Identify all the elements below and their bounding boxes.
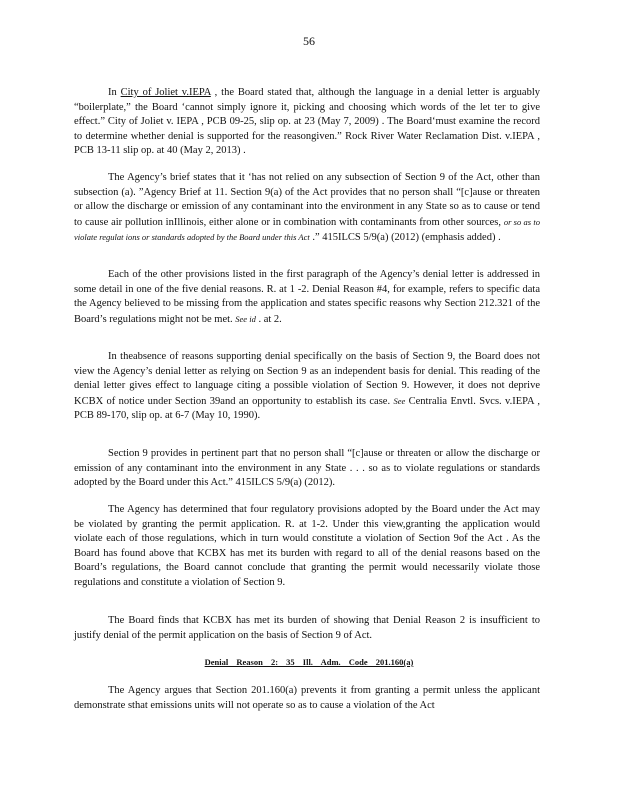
paragraph-text-segment: In (108, 87, 121, 98)
section-heading-text: Denial Reason 2: 35 Ill. Adm. Code 201.160(a) (204, 657, 414, 667)
paragraph-4 (74, 350, 540, 424)
section-heading (0, 657, 618, 667)
paragraph-text-segment: , the Board stated that, although the language in a denial letter is arguably “boilerplate,” the Board ‘cannot simply ignore it, picking and choosing which words of the let ter to give effect.” City of Joliet v. IEPA , PCB 09-25, slip op. at 23 (May 7, 2009) . The Board‘must examine the record to determine whether denial is supported for the reasongiven.” Rock River Water Reclamation Dist. v.IEPA , PCB 13-11 slip op. at 40 (May 2, 2013) . (74, 87, 540, 157)
paragraph-text-segment: See (393, 395, 406, 406)
paragraph-5 (74, 447, 540, 491)
paragraph-1 (74, 86, 540, 159)
paragraph-text-segment: Section 9 provides in pertinent part that no person shall “[c]ause or threaten or allow the discharge or emission of any contaminant into the environment in any State . . . so as to violate regulations or standards adopted by the Board under this Act.” 415ILCS 5/9(a) (2012). (74, 448, 540, 489)
paragraph-3 (74, 268, 540, 327)
paragraph-text-segment: City of Joliet v.IEPA (120, 87, 211, 98)
paragraph-8 (74, 684, 540, 713)
paragraph-text-segment: Each of the other provisions listed in the first paragraph of the Agency’s denial letter is addressed in some detail in one of the five denial reasons. R. at 1 -2. Denial Reason #4, for example, refers to specific data the Agency believed to be missing from the application and states specific reasons why Section 212.321 of the Board’s regulations might not be met. (74, 269, 540, 325)
paragraph-text-segment: The Agency argues that Section 201.160(a) prevents it from granting a permit unless the applicant demonstrate sthat emissions units will not operate so as to cause a violation of the Act (74, 685, 540, 711)
paragraph-7 (74, 614, 540, 643)
paragraph-text-segment: Centralia Envtl. Svcs. v.IEPA , PCB 89-170, slip op. at 6-7 (May 10, 1990). (74, 395, 540, 422)
paragraph-text-segment: . at 2. (255, 313, 282, 325)
page-number: 56 (303, 34, 315, 48)
paragraph-text-segment: See id (235, 313, 256, 324)
paragraph-text-segment: The Agency’s brief states that it ‘has not relied on any subsection of Section 9 of the Act, other than subsection (a). ”Agency Brief at 11. Section 9(a) of the Act provides that no person shall “[c]ause or threaten or allow the discharge or emission of any contaminant into the environment in any State so as to cause or tend to cause air pollution inIllinois, either alone or in combination with contaminants from other sources, (74, 172, 540, 228)
paragraph-text-segment: The Board finds that KCBX has met its burden of showing that Denial Reason 2 is insufficient to justify denial of the permit application on the basis of Section 9 of Act. (74, 615, 540, 641)
paragraph-text-segment: The Agency has determined that four regulatory provisions adopted by the Board under the Act may be violated by granting the permit application. R. at 1-2. Under this view,granting the application would violate each of those regulations, which in turn would constitute a violation of Section 9of the Act . As the Board has found above that KCBX has met its burden with regard to all of the denial reasons based on the Board’s regulations, the Board cannot conclude that granting the permit would necessarily violate those regulations and constitute a violation of Section 9. (74, 504, 540, 588)
paragraph-text-segment: or so as to violate regulat ions or standards adopted by the Board under this Act (74, 216, 540, 243)
paragraph-text-segment: In theabsence of reasons supporting denial specifically on the basis of Section 9, the Board does not view the Agency’s denial letter as relying on Section 9 as an independent basis for denial. This reading of the denial letter gives effect to language citing a possible violation of Section 9. However, it does not deprive KCBX of notice under Section 39and an opportunity to establish its case. (74, 351, 540, 407)
paragraph-2 (74, 171, 540, 246)
paragraph-6 (74, 503, 540, 591)
paragraph-text-segment: .” 415ILCS 5/9(a) (2012) (emphasis added) . (309, 232, 501, 244)
